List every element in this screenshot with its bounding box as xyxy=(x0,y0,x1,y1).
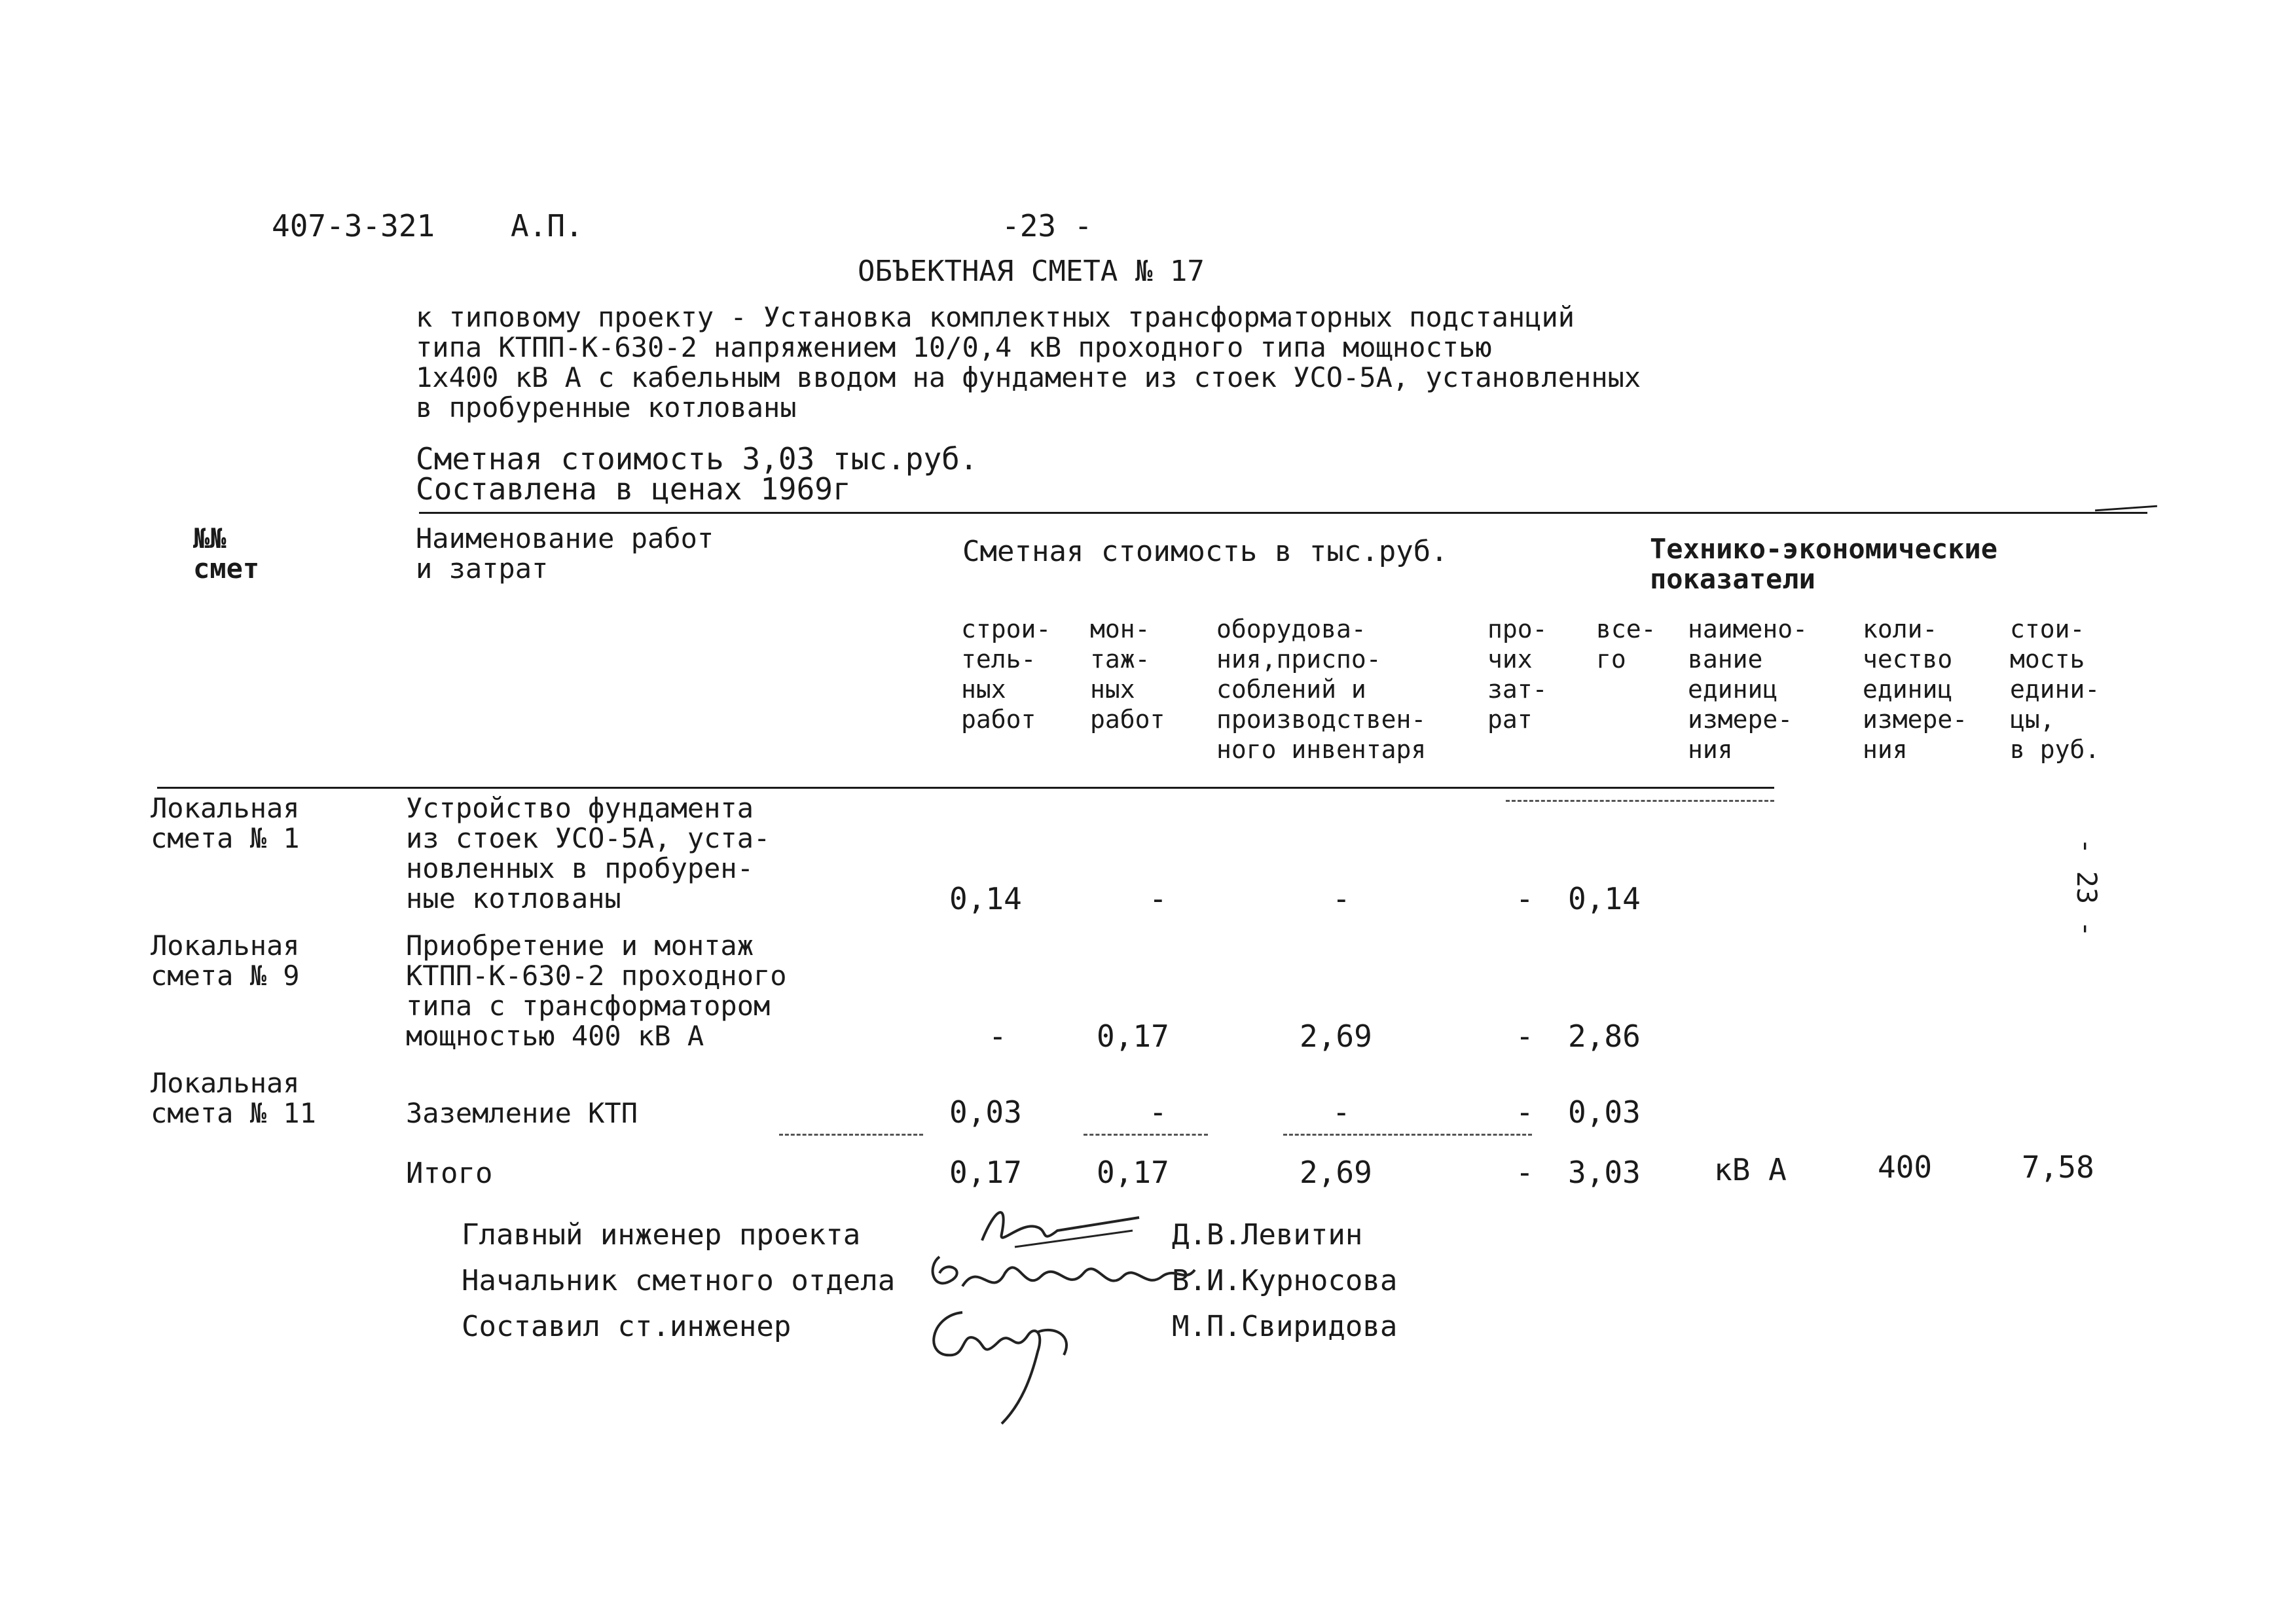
handwritten-signature xyxy=(926,1247,1201,1306)
row-estimate: смета № 11 xyxy=(151,1097,316,1129)
row-name: новленных в пробурен- xyxy=(406,852,754,884)
row-installation: 0,17 xyxy=(1097,1019,1169,1054)
row-other: - xyxy=(1516,1019,1534,1054)
row-name: мощностью 400 кВ А xyxy=(406,1020,704,1052)
desc-line: к типовому проекту - Установка комплектных трансформаторных подстанций xyxy=(416,301,1575,333)
signature-role: Составил ст.инженер xyxy=(462,1310,792,1343)
row-name: ные котлованы xyxy=(406,882,621,914)
row-total: 0,14 xyxy=(1568,881,1641,916)
page-number: -23 - xyxy=(1002,208,1093,244)
subheader-line: производствен- xyxy=(1216,705,1427,734)
subheader-line: ния xyxy=(1863,735,1908,764)
subheader-line: вание xyxy=(1688,645,1763,674)
subheader-line: оборудова- xyxy=(1216,615,1366,643)
subheader-line: строи- xyxy=(961,615,1051,643)
margin-page-number: - 23 - xyxy=(2071,838,2103,937)
row-name: КТПП-К-630-2 проходного xyxy=(406,960,787,992)
row-estimate: смета № 1 xyxy=(151,822,300,854)
row-equipment: - xyxy=(1332,1094,1351,1130)
table-top-rule xyxy=(419,512,2147,514)
subheader-line: работ xyxy=(1090,705,1165,734)
subheader-line: мость xyxy=(2010,645,2085,674)
row-equipment: - xyxy=(1332,881,1351,916)
row-name: из стоек УСО-5А, уста- xyxy=(406,822,771,854)
header-col-num-1: №№ xyxy=(193,522,227,554)
subheader-line: соблений и xyxy=(1216,675,1366,704)
subheader-line: чих xyxy=(1487,645,1533,674)
total-label: Итого xyxy=(406,1157,493,1190)
table-header-rule xyxy=(157,787,1774,789)
subheader-line: го xyxy=(1596,645,1626,674)
header-col-name-1: Наименование работ xyxy=(416,522,714,554)
subtotal-rule xyxy=(779,1134,923,1136)
total-installation: 0,17 xyxy=(1097,1155,1169,1190)
subheader-line: коли- xyxy=(1863,615,1938,643)
row-other: - xyxy=(1516,1094,1534,1130)
subheader-line: зат- xyxy=(1487,675,1548,704)
doc-section: А.П. xyxy=(511,208,583,244)
desc-line: в пробуренные котлованы xyxy=(416,391,797,424)
header-cost-group: Сметная стоимость в тыс.руб. xyxy=(962,535,1448,568)
signature-name: Д.В.Левитин xyxy=(1172,1218,1363,1252)
row-construction: 0,14 xyxy=(949,881,1022,916)
subheader-line: наимено- xyxy=(1688,615,1808,643)
subheader-line: все- xyxy=(1596,615,1656,643)
row-estimate: Локальная xyxy=(151,929,300,962)
header-col-name-2: и затрат xyxy=(416,552,549,585)
total-unit-cost: 7,58 xyxy=(2022,1149,2094,1185)
row-name: Устройство фундамента xyxy=(406,792,754,824)
subheader-line: ния xyxy=(1688,735,1733,764)
row-name: Приобретение и монтаж xyxy=(406,929,754,962)
desc-line: типа КТПП-К-630-2 напряжением 10/0,4 кВ проходного типа мощностью xyxy=(416,331,1492,363)
subheader-line: в руб. xyxy=(2010,735,2100,764)
handwritten-signature xyxy=(975,1201,1146,1254)
total-construction: 0,17 xyxy=(949,1155,1022,1190)
subheader-line: ных xyxy=(1090,675,1135,704)
row-construction: - xyxy=(989,1019,1007,1054)
subheader-line: измере- xyxy=(1863,705,1968,734)
subheader-line: единиц xyxy=(1863,675,1953,704)
subtotal-rule xyxy=(1084,1134,1208,1136)
header-tech-group-2: показатели xyxy=(1650,563,1815,595)
row-total: 0,03 xyxy=(1568,1094,1641,1130)
subheader-line: работ xyxy=(961,705,1036,734)
desc-line: 1х400 кВ А с кабельным вводом на фундаменте из стоек УСО-5А, установленных xyxy=(416,361,1641,393)
handwritten-signature xyxy=(923,1306,1093,1430)
row-construction: 0,03 xyxy=(949,1094,1022,1130)
subheader-line: таж- xyxy=(1090,645,1150,674)
subheader-line: единиц xyxy=(1688,675,1778,704)
signature-role: Начальник сметного отдела xyxy=(462,1264,896,1297)
total-unit-name: кВ А xyxy=(1714,1152,1787,1187)
row-estimate: Локальная xyxy=(151,1067,300,1099)
subheader-line: ного инвентаря xyxy=(1216,735,1427,764)
header-tech-group-1: Технико-экономические xyxy=(1650,533,1998,565)
prices-line: Составлена в ценах 1969г xyxy=(416,471,851,507)
table-header-rule-dashed xyxy=(1506,800,1774,802)
row-estimate: смета № 9 xyxy=(151,960,300,992)
total-unit-qty: 400 xyxy=(1878,1149,1933,1185)
row-name: типа с трансформатором xyxy=(406,990,771,1022)
subheader-line: стои- xyxy=(2010,615,2085,643)
row-name: Заземление КТП xyxy=(406,1097,638,1129)
subtotal-rule xyxy=(1283,1134,1532,1136)
row-installation: - xyxy=(1149,1094,1167,1130)
subheader-line: мон- xyxy=(1090,615,1150,643)
row-equipment: 2,69 xyxy=(1300,1019,1372,1054)
signature-name: М.П.Свиридова xyxy=(1172,1310,1398,1343)
total-equipment: 2,69 xyxy=(1300,1155,1372,1190)
total-other: - xyxy=(1516,1155,1534,1190)
row-total: 2,86 xyxy=(1568,1019,1641,1054)
total-total: 3,03 xyxy=(1568,1155,1641,1190)
subheader-line: чество xyxy=(1863,645,1953,674)
doc-title: ОБЪЕКТНАЯ СМЕТА № 17 xyxy=(858,255,1205,288)
subheader-line: ных xyxy=(961,675,1006,704)
row-installation: - xyxy=(1149,881,1167,916)
subheader-line: ния,приспо- xyxy=(1216,645,1381,674)
subheader-line: измере- xyxy=(1688,705,1793,734)
header-col-num-2: смет xyxy=(193,552,260,585)
signature-role: Главный инженер проекта xyxy=(462,1218,861,1252)
subheader-line: про- xyxy=(1487,615,1548,643)
doc-code: 407-3-321 xyxy=(272,208,435,244)
subheader-line: едини- xyxy=(2010,675,2100,704)
signature-name: В.И.Курносова xyxy=(1172,1264,1398,1297)
cost-line: Сметная стоимость 3,03 тыс.руб. xyxy=(416,441,978,477)
subheader-line: рат xyxy=(1487,705,1533,734)
row-estimate: Локальная xyxy=(151,792,300,824)
row-other: - xyxy=(1516,881,1534,916)
table-top-rule-tail xyxy=(2095,505,2157,512)
subheader-line: тель- xyxy=(961,645,1036,674)
subheader-line: цы, xyxy=(2010,705,2055,734)
